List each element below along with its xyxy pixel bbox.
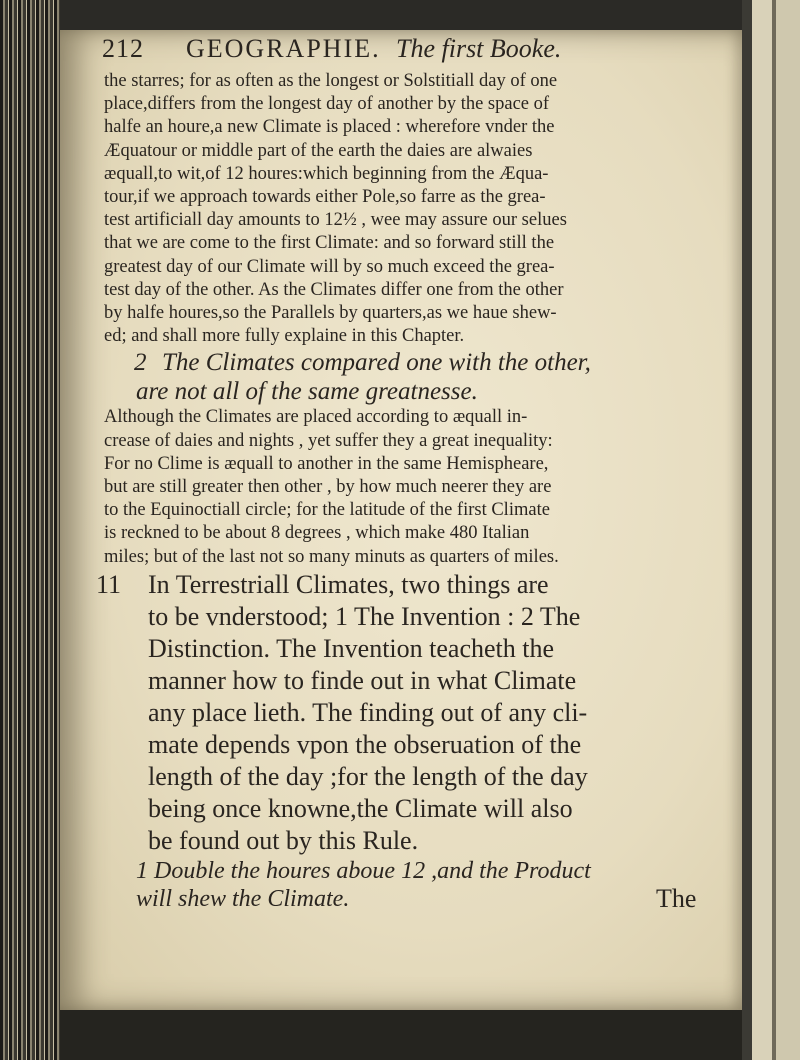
rule-block (96, 857, 736, 913)
section-heading (96, 348, 736, 406)
rule-line (96, 885, 736, 913)
text-line: crease of daies and nights , yet suffer they a great inequality: (104, 430, 553, 451)
page-text (96, 32, 736, 913)
catchword: The (656, 883, 697, 913)
text-line: that we are come to the first Climate: and so forward still the (104, 233, 555, 254)
text-line: miles; but of the last not so many minuts as quarters of miles. (104, 546, 559, 567)
text-line: Although the Climates are placed according to æquall in- (104, 407, 528, 428)
large-paragraph (96, 569, 736, 857)
text-line: æquall,to wit,of 12 houres:which beginning from the Æqua- (104, 163, 549, 184)
text-line: test day of the other. As the Climates differ one from the other (104, 279, 564, 300)
text-line: ed; and shall more fully explaine in this Chapter. (104, 326, 465, 347)
text-line: by halfe houres,so the Parallels by quarters,as we haue shew- (104, 303, 557, 324)
page-number: 212 (102, 34, 144, 63)
large-text-line: any place lieth. The finding out of any cli- (148, 697, 588, 727)
text-line: test artificiall day amounts to 12½ , wee may assure our selues (104, 210, 567, 231)
body-paragraph (96, 70, 736, 348)
large-text-line: length of the day ;for the length of the day (148, 761, 588, 791)
page-shadow-bottom (60, 1010, 742, 1060)
text-line: but are still greater then other , by how much neerer they are (104, 477, 552, 498)
large-text-line (96, 569, 736, 601)
section-heading-line (96, 348, 736, 377)
text-line: halfe an houre,a new Climate is placed : wherefore vnder the (104, 117, 555, 138)
text-line: greatest day of our Climate will by so much exceed the grea- (104, 256, 555, 277)
large-text-line: mate depends vpon the obseruation of the (148, 729, 582, 759)
text-line: is reckned to be about 8 degrees , which make 480 Italian (104, 523, 530, 544)
text-line: the starres; for as often as the longest or Solstitiall day of one (104, 71, 558, 91)
section-paragraph (96, 406, 736, 568)
large-text: In Terrestriall Climates, two things are (148, 569, 549, 599)
running-head (96, 32, 736, 70)
next-page-edge (742, 0, 800, 1060)
large-text-line: to be vnderstood; 1 The Invention : 2 The (148, 601, 581, 631)
book-gutter-left (0, 0, 60, 1060)
section-heading-text: The Climates compared one with the other, (162, 349, 591, 377)
section-heading-line: are not all of the same greatnesse. (136, 378, 478, 406)
large-text-line: be found out by this Rule. (148, 825, 419, 855)
rule-text: will shew the Climate. (136, 885, 350, 912)
text-line: to the Equinoctiall circle; for the latitude of the first Climate (104, 500, 550, 521)
text-line: Æquatour or middle part of the earth the daies are alwaies (104, 140, 533, 161)
rule-line: 1 Double the houres aboue 12 ,and the Product (136, 857, 591, 884)
running-subtitle: The first Booke. (396, 34, 562, 63)
text-line: place,differs from the longest day of another by the space of (104, 94, 550, 115)
section-number: 2 (134, 349, 147, 377)
paragraph-number: 11 (96, 569, 122, 599)
large-text-line: Distinction. The Invention teacheth the (148, 633, 555, 663)
text-line: tour,if we approach towards either Pole,so farre as the grea- (104, 187, 546, 208)
large-text-line: being once knowne,the Climate will also (148, 793, 573, 823)
text-line: For no Clime is æquall to another in the same Hemispheare, (104, 453, 549, 474)
large-text-line: manner how to finde out in what Climate (148, 665, 577, 695)
running-title: GEOGRAPHIE. (186, 34, 381, 63)
